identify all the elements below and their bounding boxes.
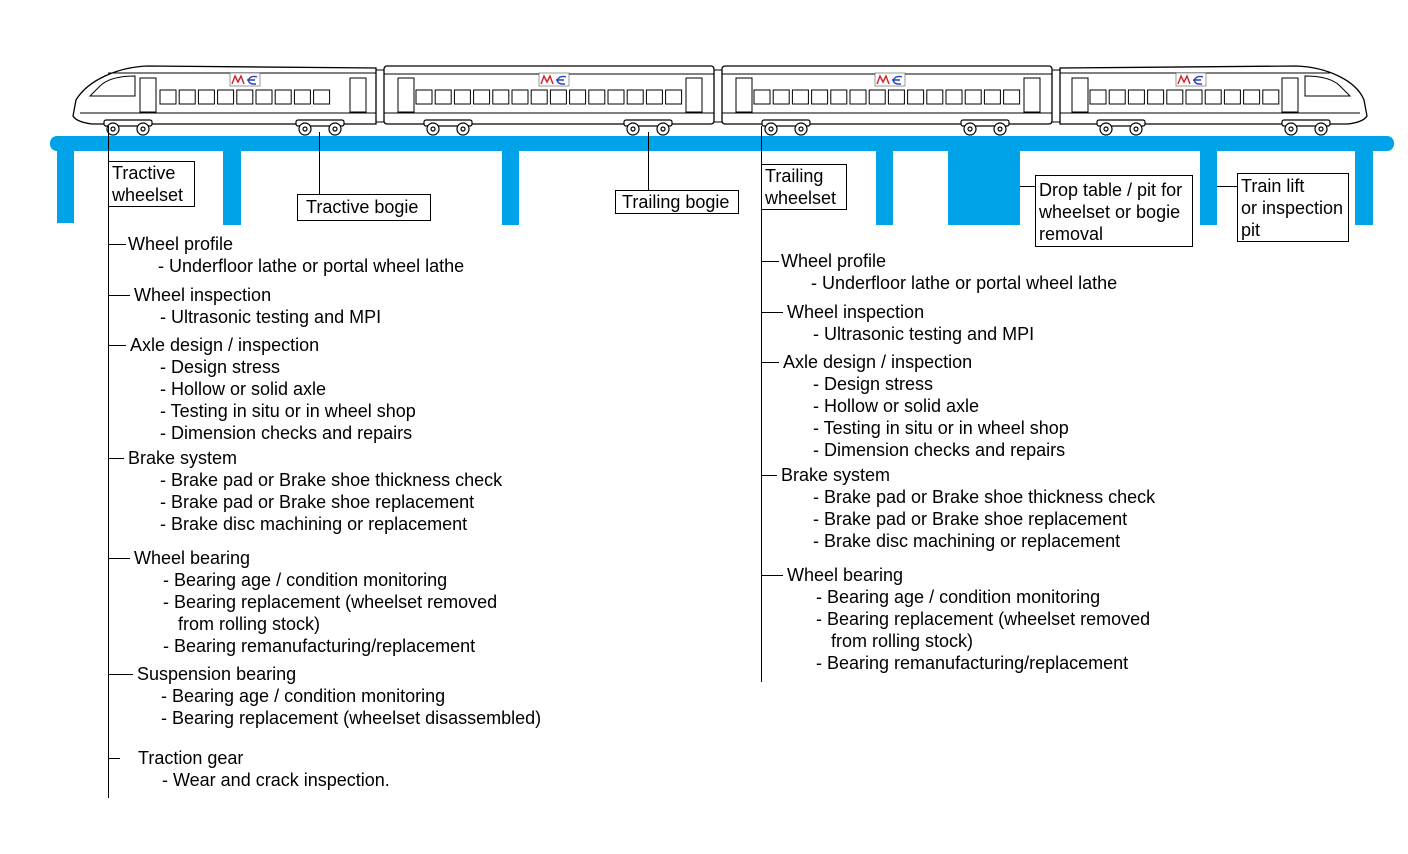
bogie bbox=[296, 120, 344, 135]
train-window bbox=[1224, 90, 1240, 104]
checklist-category: Suspension bearing bbox=[108, 663, 541, 685]
checklist-item: - Brake pad or Brake shoe replacement bbox=[160, 492, 475, 512]
checklist-item: - Underfloor lathe or portal wheel lathe bbox=[811, 273, 1118, 293]
train-window bbox=[984, 90, 1000, 104]
train-window bbox=[570, 90, 586, 104]
train-window bbox=[627, 90, 643, 104]
tractive-bogie-label: Tractive bogie bbox=[297, 194, 431, 221]
train-window bbox=[1128, 90, 1144, 104]
train-window bbox=[831, 90, 847, 104]
checklist-category: Brake system bbox=[761, 464, 1155, 486]
checklist-item: - Testing in situ or in wheel shop bbox=[160, 401, 416, 421]
viaduct-pier bbox=[223, 151, 241, 225]
checklist-item: - Bearing age / condition monitoring bbox=[163, 570, 448, 590]
train-window bbox=[908, 90, 924, 104]
train-window bbox=[666, 90, 682, 104]
train-window bbox=[1167, 90, 1183, 104]
train-lift-leader bbox=[1217, 186, 1237, 187]
checklist-item: - Bearing replacement (wheelset removed bbox=[816, 609, 1151, 629]
bogie bbox=[762, 120, 810, 135]
checklist-group bbox=[108, 447, 541, 535]
bogie bbox=[104, 120, 152, 135]
train-window bbox=[869, 90, 885, 104]
train-window bbox=[754, 90, 770, 104]
train-window bbox=[550, 90, 566, 104]
trailing-checklist bbox=[761, 250, 1155, 674]
checklist-item: - Brake disc machining or replacement bbox=[160, 514, 468, 534]
checklist-category: Wheel profile bbox=[108, 233, 541, 255]
checklist-item: - Brake pad or Brake shoe thickness check bbox=[813, 487, 1156, 507]
train-window bbox=[237, 90, 253, 104]
bogie bbox=[1097, 120, 1145, 135]
train-window bbox=[1004, 90, 1020, 104]
train-window bbox=[198, 90, 214, 104]
checklist-category: Wheel inspection bbox=[108, 284, 541, 306]
train-window bbox=[646, 90, 662, 104]
train-lift-label: Train lift or inspection pit bbox=[1237, 173, 1349, 242]
train-window bbox=[812, 90, 828, 104]
train-window bbox=[218, 90, 234, 104]
train-window bbox=[314, 90, 330, 104]
checklist-item: - Bearing age / condition monitoring bbox=[816, 587, 1101, 607]
checklist-group bbox=[761, 301, 1155, 345]
checklist-item: - Bearing replacement (wheelset disassembled) bbox=[161, 708, 542, 728]
train-window bbox=[294, 90, 310, 104]
train-window bbox=[493, 90, 509, 104]
checklist-category: Axle design / inspection bbox=[761, 351, 1155, 373]
checklist-category: Wheel bearing bbox=[108, 547, 541, 569]
checklist-category: Wheel bearing bbox=[761, 564, 1155, 586]
checklist-item: - Wear and crack inspection. bbox=[162, 770, 390, 790]
checklist-group bbox=[108, 284, 541, 328]
checklist-item: - Ultrasonic testing and MPI bbox=[813, 324, 1035, 344]
checklist-group bbox=[108, 747, 541, 791]
train-window bbox=[589, 90, 605, 104]
checklist-item: - Ultrasonic testing and MPI bbox=[160, 307, 382, 327]
train-window bbox=[1090, 90, 1106, 104]
train-window bbox=[1186, 90, 1202, 104]
checklist-item: - Dimension checks and repairs bbox=[160, 423, 413, 443]
viaduct-pier bbox=[1355, 151, 1373, 225]
checklist-group bbox=[761, 464, 1155, 552]
train-logo bbox=[875, 73, 905, 86]
train-window bbox=[888, 90, 904, 104]
train-logo bbox=[1176, 73, 1206, 86]
checklist-group bbox=[108, 547, 541, 657]
checklist-item: - Bearing remanufacturing/replacement bbox=[163, 636, 476, 656]
checklist-item: - Bearing age / condition monitoring bbox=[161, 686, 446, 706]
train-window bbox=[608, 90, 624, 104]
checklist-item: - Brake pad or Brake shoe thickness check bbox=[160, 470, 503, 490]
train-logo bbox=[230, 73, 260, 86]
checklist-item: - Testing in situ or in wheel shop bbox=[813, 418, 1069, 438]
drop-table-pit bbox=[948, 151, 1020, 225]
tractive-checklist bbox=[108, 233, 541, 791]
checklist-item: - Hollow or solid axle bbox=[813, 396, 980, 416]
drop-table-label: Drop table / pit for wheelset or bogie removal bbox=[1035, 175, 1193, 247]
checklist-category: Traction gear bbox=[108, 747, 541, 769]
train-window bbox=[160, 90, 176, 104]
checklist-item: - Bearing replacement (wheelset removed bbox=[163, 592, 498, 612]
tractive-wheelset-label: Tractive wheelset bbox=[108, 161, 195, 207]
train-window bbox=[946, 90, 962, 104]
train-window bbox=[1205, 90, 1221, 104]
checklist-item: - Underfloor lathe or portal wheel lathe bbox=[158, 256, 465, 276]
checklist-item: - Hollow or solid axle bbox=[160, 379, 327, 399]
train-window bbox=[792, 90, 808, 104]
checklist-group bbox=[761, 250, 1155, 294]
train-window bbox=[275, 90, 291, 104]
train-window bbox=[179, 90, 195, 104]
checklist-item: - Design stress bbox=[160, 357, 281, 377]
bogie bbox=[961, 120, 1009, 135]
train-logo bbox=[539, 73, 569, 86]
checklist-item: - Design stress bbox=[813, 374, 934, 394]
checklist-category: Wheel profile bbox=[761, 250, 1155, 272]
checklist-item: from rolling stock) bbox=[163, 614, 321, 634]
drop-table-leader bbox=[1020, 186, 1036, 187]
train-window bbox=[474, 90, 490, 104]
viaduct-pier bbox=[1200, 151, 1217, 225]
train-window bbox=[850, 90, 866, 104]
trailing-bogie-label: Trailing bogie bbox=[615, 190, 739, 214]
trailing-bogie-leader bbox=[648, 132, 649, 190]
checklist-category: Axle design / inspection bbox=[108, 334, 541, 356]
checklist-group bbox=[761, 351, 1155, 461]
viaduct-pier bbox=[57, 151, 74, 223]
checklist-item: - Brake disc machining or replacement bbox=[813, 531, 1121, 551]
viaduct-pier bbox=[876, 151, 893, 225]
viaduct-pier bbox=[502, 151, 519, 225]
bogie bbox=[1282, 120, 1330, 135]
trailing-wheelset-label: Trailing wheelset bbox=[761, 164, 847, 210]
checklist-group bbox=[108, 233, 541, 277]
train-window bbox=[1263, 90, 1279, 104]
checklist-item: - Dimension checks and repairs bbox=[813, 440, 1066, 460]
checklist-category: Brake system bbox=[108, 447, 541, 469]
checklist-group bbox=[108, 334, 541, 444]
train-window bbox=[531, 90, 547, 104]
checklist-item: from rolling stock) bbox=[816, 631, 974, 651]
checklist-item: - Brake pad or Brake shoe replacement bbox=[813, 509, 1128, 529]
train-window bbox=[1244, 90, 1260, 104]
train-window bbox=[416, 90, 432, 104]
train-window bbox=[927, 90, 943, 104]
checklist-category: Wheel inspection bbox=[761, 301, 1155, 323]
checklist-item: - Bearing remanufacturing/replacement bbox=[816, 653, 1129, 673]
train-window bbox=[1148, 90, 1164, 104]
train-window bbox=[435, 90, 451, 104]
train-window bbox=[965, 90, 981, 104]
train-window bbox=[512, 90, 528, 104]
checklist-group bbox=[108, 663, 541, 729]
viaduct-deck bbox=[50, 136, 1394, 151]
train-window bbox=[454, 90, 470, 104]
bogie bbox=[424, 120, 472, 135]
checklist-group bbox=[761, 564, 1155, 674]
train-window bbox=[1109, 90, 1125, 104]
tractive-bogie-leader bbox=[319, 132, 320, 194]
train-window bbox=[256, 90, 272, 104]
train-window bbox=[773, 90, 789, 104]
